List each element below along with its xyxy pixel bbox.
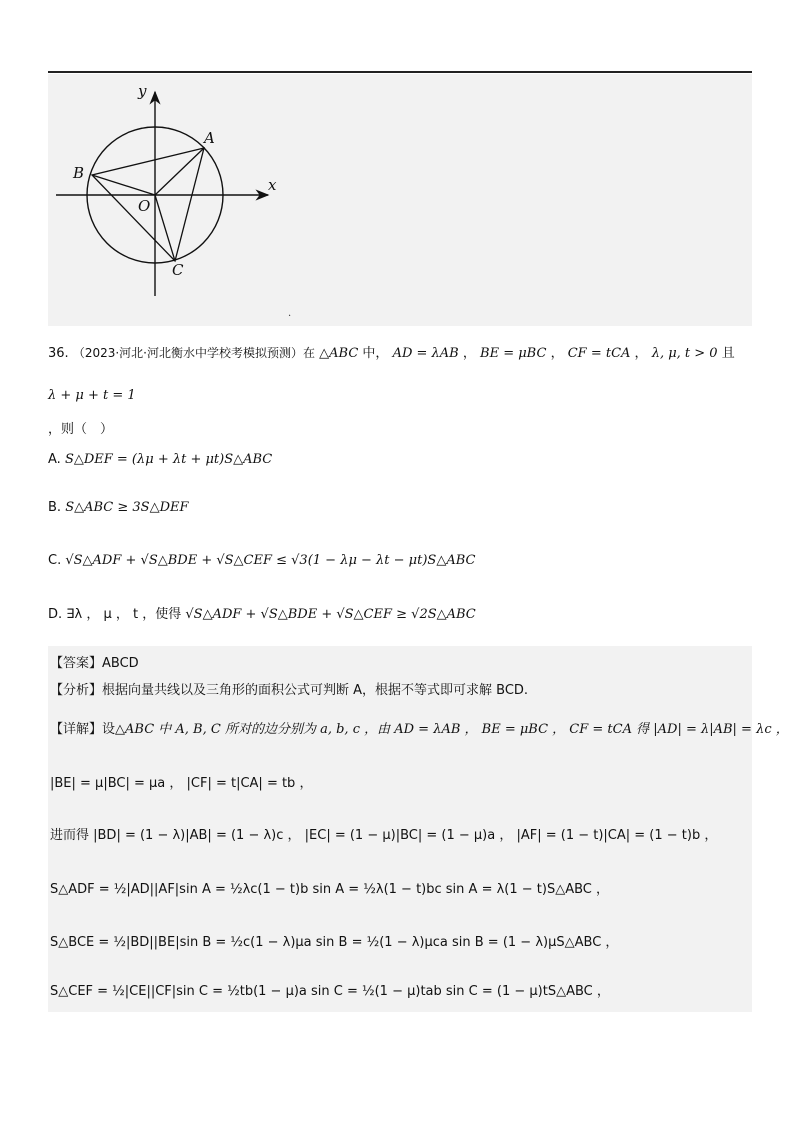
option-b-label: B. bbox=[48, 500, 62, 515]
question-cond-1: AD = λAB bbox=[392, 346, 459, 361]
detail-line-1 bbox=[50, 718, 789, 737]
option-c[interactable] bbox=[48, 553, 475, 568]
label-x: x bbox=[268, 176, 277, 194]
detail-line-5: S△BCE = ½|BD||BE|sin B = ½c(1 − λ)μa sin B = ½(1 − λ)μca sin B = (1 − λ)μS△ABC ， bbox=[50, 935, 619, 950]
label-a: A bbox=[204, 129, 215, 147]
option-a[interactable] bbox=[48, 452, 272, 467]
detail-line-6: S△CEF = ½|CE||CF|sin C = ½tb(1 − μ)a sin C = ½(1 − μ)tab sin C = (1 − μ)tS△ABC ， bbox=[50, 984, 610, 999]
figure-dot: . bbox=[288, 308, 292, 319]
question-number: 36. bbox=[48, 346, 69, 361]
question-triangle: △ABC bbox=[319, 346, 359, 361]
detail-line-4: S△ADF = ½|AD||AF|sin A = ½λc(1 − t)b sin A = ½λ(1 − t)bc sin A = λ(1 − t)S△ABC ， bbox=[50, 882, 609, 897]
answer-panel bbox=[48, 646, 789, 1012]
detail-line-2: |BE| = μ|BC| = μa ， |CF| = t|CA| = tb ， bbox=[50, 776, 313, 791]
question-cond-3: CF = tCA bbox=[567, 346, 631, 361]
option-c-label: C. bbox=[48, 553, 62, 568]
option-b-text: S△ABC ≥ 3S△DEF bbox=[65, 500, 189, 515]
detail-tag: 【详解】设 bbox=[50, 722, 116, 737]
question-line-2: λ + μ + t = 1 bbox=[48, 388, 136, 403]
figure-panel bbox=[48, 74, 752, 326]
segment-oa bbox=[155, 148, 204, 195]
answer-line: 【答案】ABCD bbox=[50, 656, 139, 671]
option-b[interactable] bbox=[48, 500, 189, 515]
option-d-text: √S△ADF + √S△BDE + √S△CEF ≥ √2S△ABC bbox=[185, 607, 476, 622]
label-y: y bbox=[138, 82, 147, 100]
circle-triangle-figure bbox=[48, 74, 752, 326]
top-rule bbox=[48, 71, 752, 73]
label-o: O bbox=[138, 197, 151, 215]
question-line-3: ，则（ ） bbox=[48, 422, 114, 437]
option-a-text: S△DEF = (λμ + λt + μt)S△ABC bbox=[64, 452, 273, 467]
option-d-label: D. bbox=[48, 607, 63, 622]
label-b: B bbox=[73, 164, 85, 182]
question-zhong: 中， bbox=[362, 346, 389, 361]
analysis-line: 【分析】根据向量共线以及三角形的面积公式可判断 A，根据不等式即可求解 BCD. bbox=[50, 683, 529, 698]
option-c-text: √S△ADF + √S△BDE + √S△CEF ≤ √3(1 − λμ − λt − μt)S△ABC bbox=[65, 553, 476, 568]
question-cond-2: BE = μBC bbox=[480, 346, 547, 361]
detail-line-3: 进而得 |BD| = (1 − λ)|AB| = (1 − λ)c ， |EC| = (1 − μ)|BC| = (1 − μ)a ， |AF| = (1 − t)|CA| = (1 − t)b ， bbox=[50, 828, 718, 843]
question-cond-4: λ, μ, t > 0 bbox=[651, 346, 718, 361]
label-c: C bbox=[172, 261, 184, 279]
option-a-label: A. bbox=[48, 452, 61, 467]
option-d-prefix: ∃λ ， μ ， t ，使得 bbox=[66, 607, 182, 622]
question-line-1: 36. （2023·河北·河北衡水中学校考模拟预测）在 △ABC 中， AD = λAB ， BE = μBC ， CF = tCA ， λ, μ, t > 0 且 bbox=[48, 346, 735, 361]
detail-1-text: △ABC 中 A, B, C 所对的边分别为 a, b, c ，由 AD = λAB ， BE = μBC ， CF = tCA 得 |AD| = λ|AB| = λc ， bbox=[115, 722, 789, 737]
option-d[interactable] bbox=[48, 603, 476, 622]
question-source: （2023·河北·河北衡水中学校考模拟预测）在 bbox=[72, 346, 315, 360]
question-qie: 且 bbox=[721, 346, 735, 361]
